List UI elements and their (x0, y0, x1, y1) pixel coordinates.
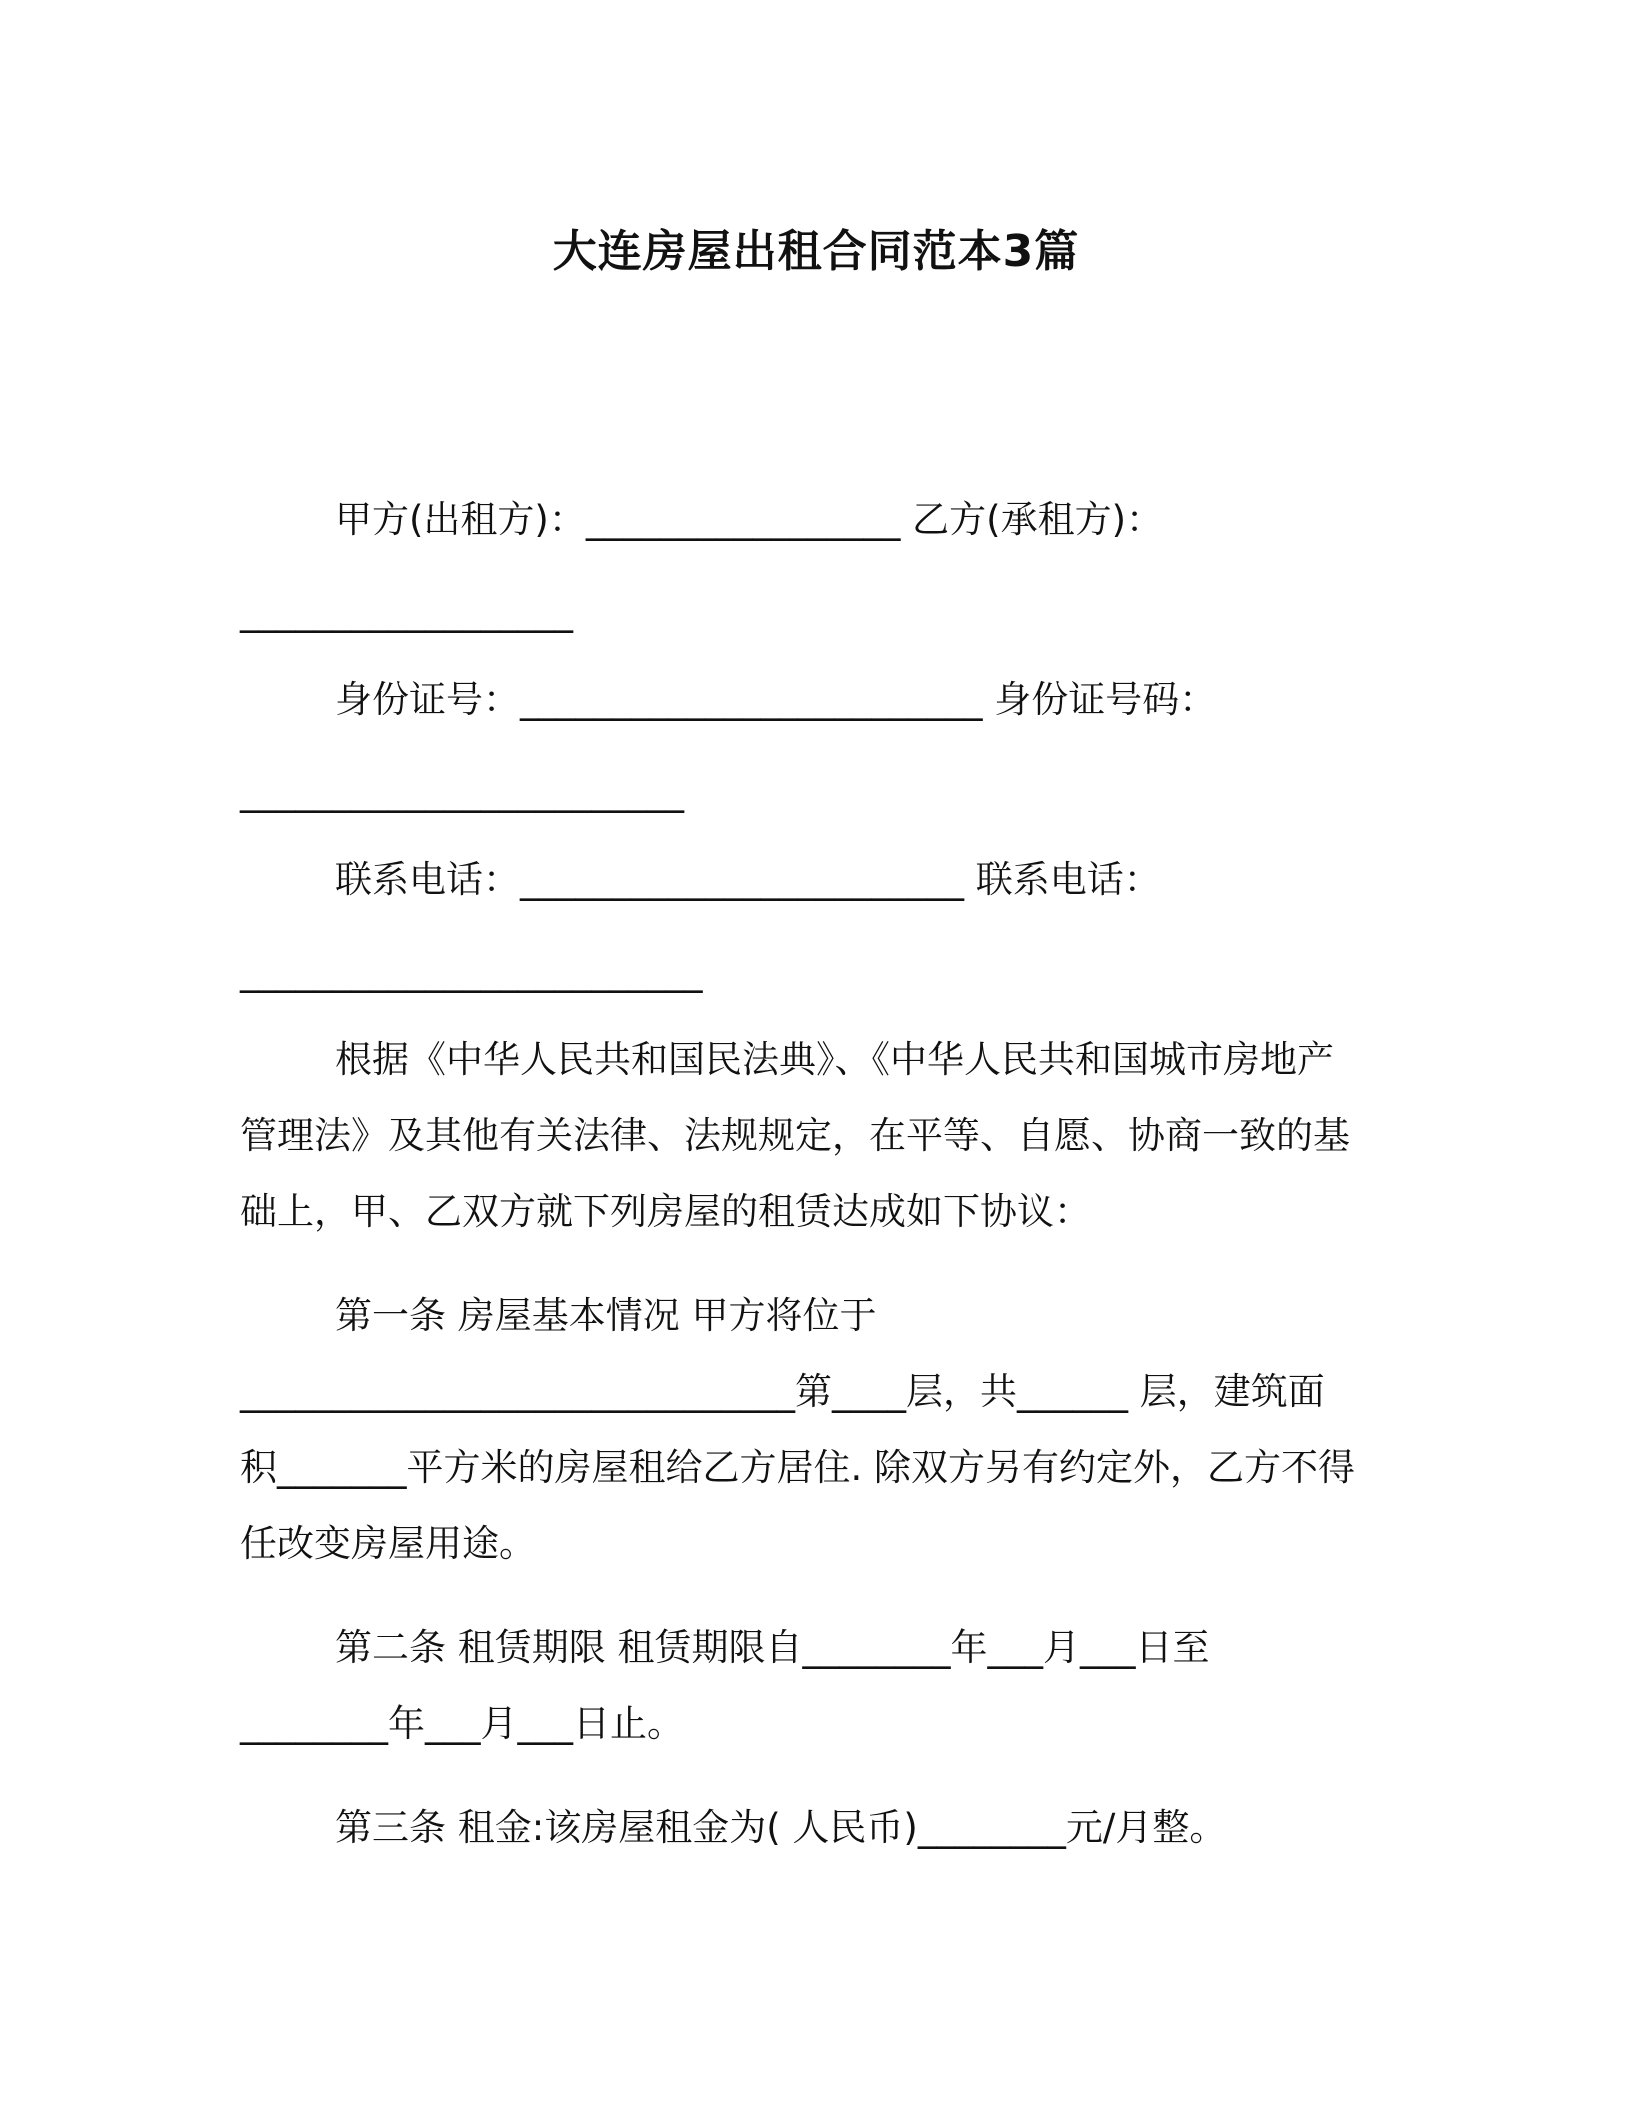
id-number-blank: ________________________ (240, 770, 684, 813)
article-1-line-4: 任改变房屋用途。 (240, 1522, 536, 1565)
article-1-line-2: ______________________________第____层，共______ 层，建筑面 (240, 1370, 1325, 1413)
preamble-line-1: 根据《中华人民共和国民法典》、《中华人民共和国城市房地产 (335, 1038, 1334, 1081)
id-number-line: 身份证号：_________________________ 身份证号码： (335, 678, 1217, 721)
document-title: 大连房屋出租合同范本3篇 (552, 226, 1080, 277)
party-a-line: 甲方(出租方)：_________________ 乙方(承租方)： (335, 498, 1164, 541)
preamble-line-2: 管理法》及其他有关法律、法规规定，在平等、自愿、协商一致的基 (240, 1114, 1350, 1157)
article-2-line-2: ________年___月___日止。 (240, 1702, 684, 1745)
party-b-blank: __________________ (240, 590, 573, 633)
article-1-heading: 第一条 房屋基本情况 甲方将位于 (335, 1294, 877, 1337)
article-2-heading: 第二条 租赁期限 租赁期限自________年___月___日至 (335, 1626, 1210, 1669)
article-1-line-3: 积_______平方米的房屋租给乙方居住. 除双方另有约定外，乙方不得 (240, 1446, 1356, 1489)
article-3-heading: 第三条 租金:该房屋租金为( 人民币)________元/月整。 (335, 1806, 1227, 1849)
preamble-line-3: 础上，甲、乙双方就下列房屋的租赁达成如下协议： (240, 1190, 1091, 1233)
phone-blank: _________________________ (240, 950, 703, 993)
phone-line: 联系电话：________________________ 联系电话： (335, 858, 1161, 901)
